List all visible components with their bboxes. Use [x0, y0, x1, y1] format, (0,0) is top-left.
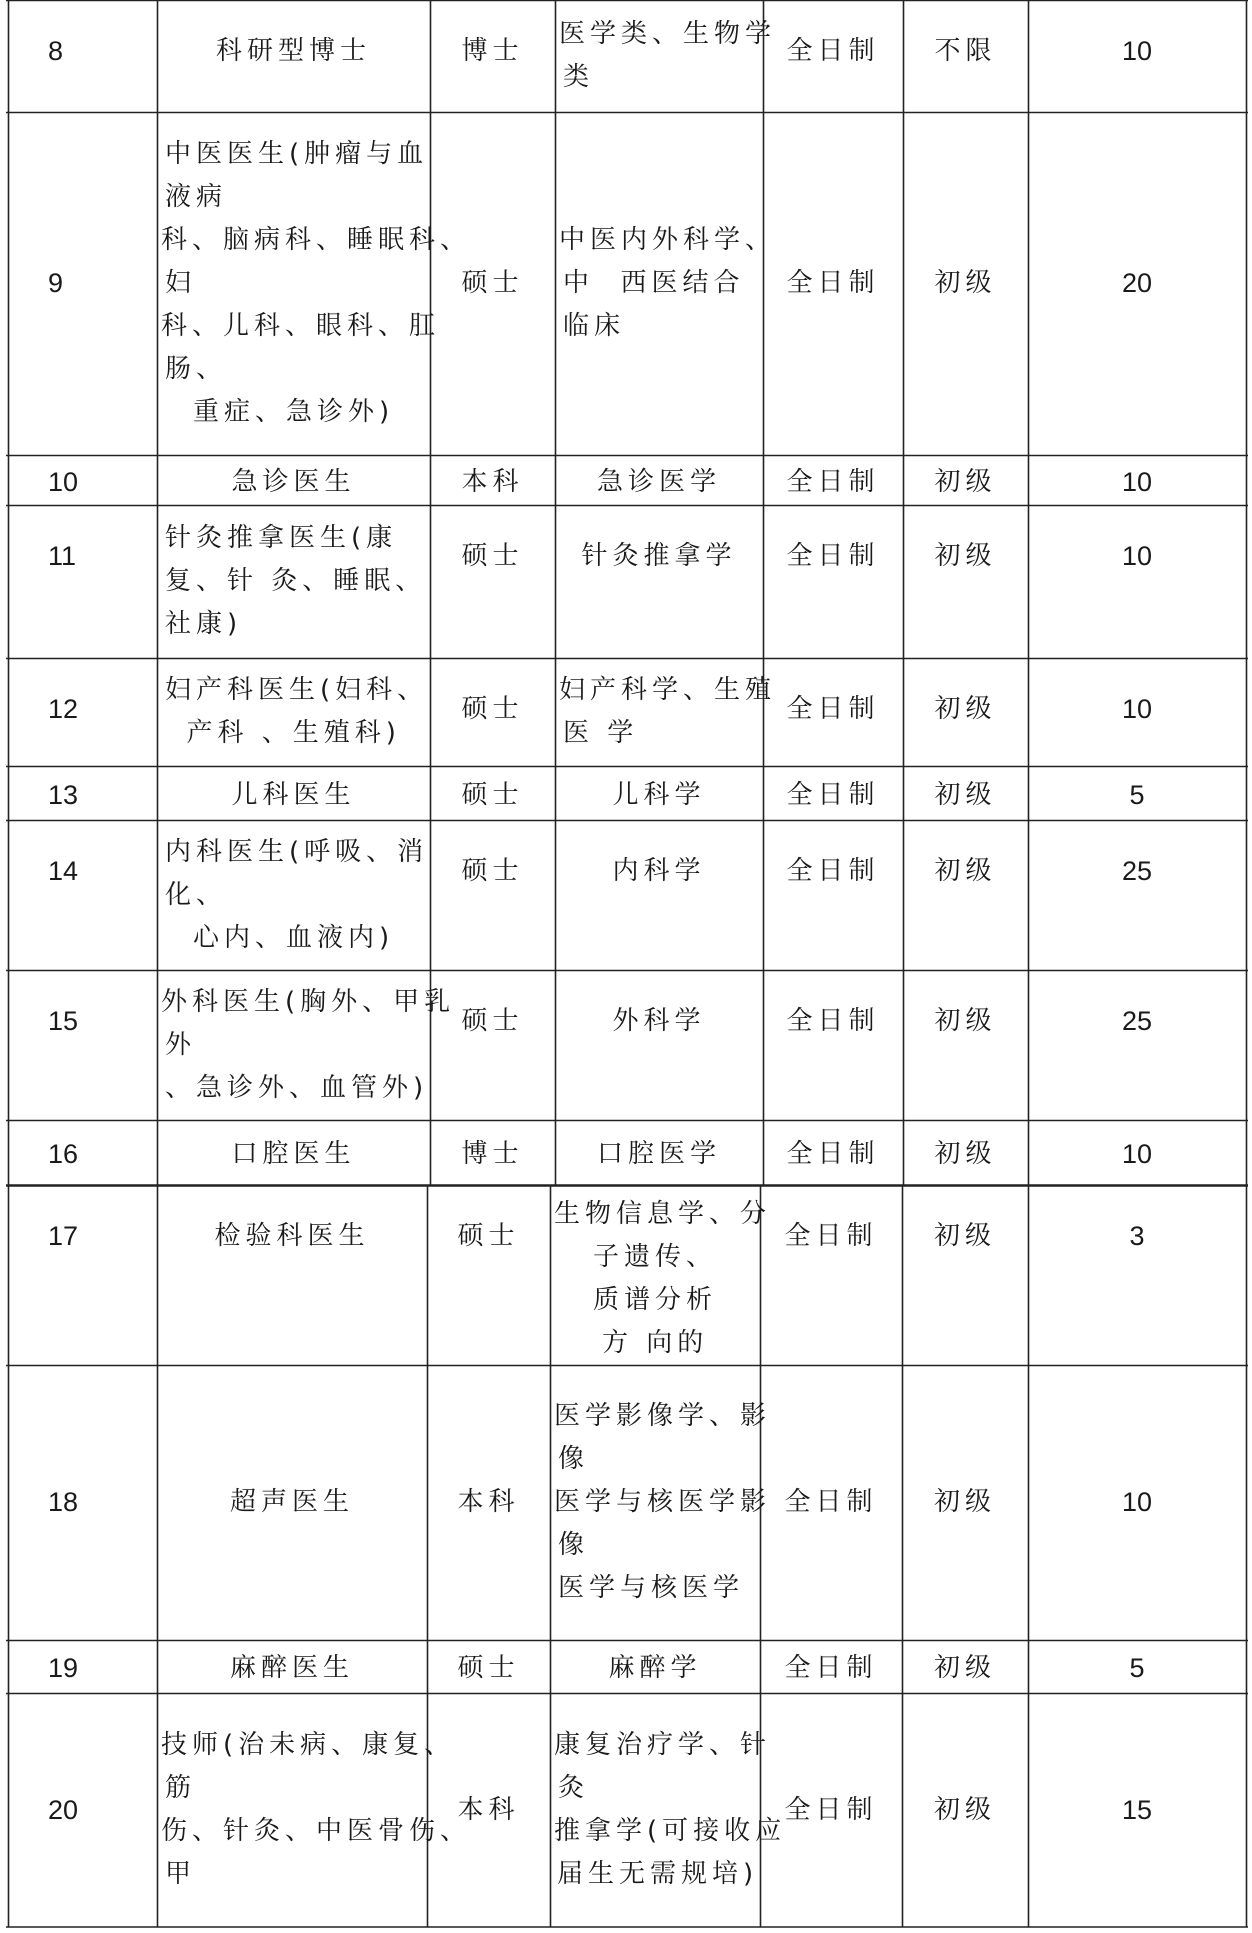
position-name: 检验科医生: [214, 1221, 370, 1251]
major-requirement: 医 学: [563, 718, 639, 748]
major-requirement: 质谱分析: [593, 1285, 718, 1315]
degree-requirement: 本科: [461, 466, 524, 497]
degree-requirement: 本科: [457, 1794, 520, 1825]
major-requirement: 方 向的: [602, 1328, 709, 1358]
headcount: 10: [1122, 466, 1153, 497]
study-mode: 全日制: [784, 1653, 878, 1683]
major-requirement: 针灸推拿学: [581, 541, 737, 571]
headcount: 10: [1122, 36, 1153, 66]
position-name: 产科 、生殖科): [186, 718, 401, 748]
major-requirement: 医学与核医学影: [554, 1487, 772, 1517]
major-requirement: 妇产科学、生殖: [559, 675, 777, 705]
study-mode: 全日制: [784, 1794, 878, 1825]
position-name: 心内、血液内): [193, 922, 395, 953]
position-name: 伤、针灸、中医骨伤、: [161, 1816, 472, 1846]
study-mode: 全日制: [786, 856, 880, 886]
position-name: 重症、急诊外): [193, 397, 395, 427]
position-name: 儿科医生: [231, 779, 356, 810]
title-requirement: 不限: [934, 36, 997, 66]
major-requirement: 中 西医结合: [563, 268, 745, 298]
position-name: 液病: [165, 182, 228, 212]
position-name: 针灸推拿医生(康: [165, 523, 398, 553]
study-mode: 全日制: [786, 694, 880, 724]
major-requirement: 医学类、生物学: [559, 19, 777, 49]
headcount: 15: [1122, 1794, 1153, 1825]
position-name: 筋: [165, 1773, 197, 1803]
row-number: 18: [48, 1487, 79, 1517]
major-requirement: 外科学: [612, 1006, 706, 1036]
study-mode: 全日制: [786, 541, 880, 571]
title-requirement: 初级: [934, 268, 997, 298]
position-name: 肠、: [165, 354, 228, 384]
title-requirement: 初级: [934, 694, 997, 724]
study-mode: 全日制: [786, 1006, 880, 1036]
study-mode: 全日制: [786, 1139, 880, 1169]
degree-requirement: 硕士: [461, 694, 524, 724]
row-number: 15: [48, 1006, 79, 1036]
degree-requirement: 硕士: [461, 1006, 524, 1036]
row-number: 14: [48, 856, 79, 886]
position-name: 内科医生(呼吸、消: [165, 836, 429, 867]
title-requirement: 初级: [934, 779, 997, 810]
study-mode: 全日制: [784, 1221, 878, 1251]
study-mode: 全日制: [786, 268, 880, 298]
major-requirement: 生物信息学、分: [554, 1199, 772, 1229]
degree-requirement: 硕士: [461, 856, 524, 886]
row-number: 11: [48, 541, 77, 571]
row-number: 20: [48, 1794, 79, 1825]
position-name: 复、针 灸、睡眠、: [165, 566, 427, 596]
headcount: 20: [1122, 268, 1153, 298]
title-requirement: 初级: [934, 1139, 997, 1169]
title-requirement: 初级: [934, 1794, 997, 1825]
title-requirement: 初级: [934, 1653, 997, 1683]
row-number: 12: [48, 694, 79, 724]
headcount: 10: [1122, 541, 1153, 571]
position-name: 技师(治未病、康复、: [161, 1730, 456, 1760]
study-mode: 全日制: [786, 466, 880, 497]
position-name: 超声医生: [230, 1487, 355, 1517]
degree-requirement: 博士: [461, 1139, 524, 1169]
row-number: 19: [48, 1653, 79, 1683]
major-requirement: 医学影像学、影: [554, 1401, 772, 1431]
row-number: 8: [48, 36, 64, 66]
major-requirement: 医学与核医学: [558, 1573, 745, 1603]
headcount: 10: [1122, 1487, 1153, 1517]
study-mode: 全日制: [786, 36, 880, 66]
row-number: 17: [48, 1221, 79, 1251]
headcount: 10: [1122, 694, 1153, 724]
title-requirement: 初级: [934, 1487, 997, 1517]
degree-requirement: 硕士: [457, 1653, 520, 1683]
position-name: 口腔医生: [231, 1139, 356, 1169]
position-name: 妇: [165, 268, 197, 298]
study-mode: 全日制: [786, 779, 880, 810]
row-number: 10: [48, 466, 79, 497]
major-requirement: 类: [563, 62, 595, 92]
headcount: 5: [1129, 1653, 1145, 1683]
position-name: 化、: [165, 879, 228, 910]
major-requirement: 临床: [563, 311, 626, 341]
headcount: 5: [1129, 779, 1145, 810]
headcount: 25: [1122, 856, 1153, 886]
position-name: 外科医生(胸外、甲乳: [161, 986, 456, 1017]
major-requirement: 届生无需规培): [557, 1859, 759, 1889]
major-requirement: 灸: [558, 1773, 590, 1803]
headcount: 3: [1129, 1221, 1145, 1251]
position-name: 科、脑病科、睡眠科、: [161, 225, 472, 255]
title-requirement: 初级: [934, 1221, 997, 1251]
title-requirement: 初级: [934, 541, 997, 571]
position-name: 中医医生(肿瘤与血: [165, 139, 429, 169]
position-name: 科研型博士: [216, 36, 372, 66]
major-requirement: 急诊医学: [597, 466, 722, 497]
major-requirement: 口腔医学: [597, 1139, 722, 1169]
study-mode: 全日制: [784, 1487, 878, 1517]
position-name: 急诊医生: [231, 466, 356, 497]
degree-requirement: 硕士: [457, 1221, 520, 1251]
headcount: 10: [1122, 1139, 1153, 1169]
major-requirement: 像: [558, 1444, 590, 1474]
position-name: 、急诊外、血管外): [165, 1072, 429, 1103]
position-name: 外: [165, 1029, 197, 1060]
position-name: 麻醉医生: [230, 1653, 355, 1683]
headcount: 25: [1122, 1006, 1153, 1036]
row-number: 16: [48, 1139, 79, 1169]
row-number: 9: [48, 268, 64, 298]
major-requirement: 推拿学(可接收应: [554, 1816, 787, 1846]
title-requirement: 初级: [934, 856, 997, 886]
row-number: 13: [48, 779, 79, 810]
title-requirement: 初级: [934, 1006, 997, 1036]
major-requirement: 儿科学: [612, 779, 706, 810]
major-requirement: 康复治疗学、针: [554, 1730, 772, 1760]
major-requirement: 子遗传、: [593, 1242, 718, 1272]
position-name: 甲: [165, 1859, 197, 1889]
major-requirement: 内科学: [612, 856, 706, 886]
degree-requirement: 硕士: [461, 268, 524, 298]
degree-requirement: 硕士: [461, 779, 524, 810]
position-name: 科、儿科、眼科、肛: [161, 311, 441, 341]
major-requirement: 像: [558, 1530, 590, 1560]
major-requirement: 麻醉学: [608, 1653, 702, 1683]
degree-requirement: 博士: [461, 36, 524, 66]
position-name: 社康): [165, 609, 243, 639]
degree-requirement: 本科: [457, 1487, 520, 1517]
title-requirement: 初级: [934, 466, 997, 497]
major-requirement: 中医内外科学、: [559, 225, 777, 255]
degree-requirement: 硕士: [461, 541, 524, 571]
position-name: 妇产科医生(妇科、: [165, 675, 429, 705]
